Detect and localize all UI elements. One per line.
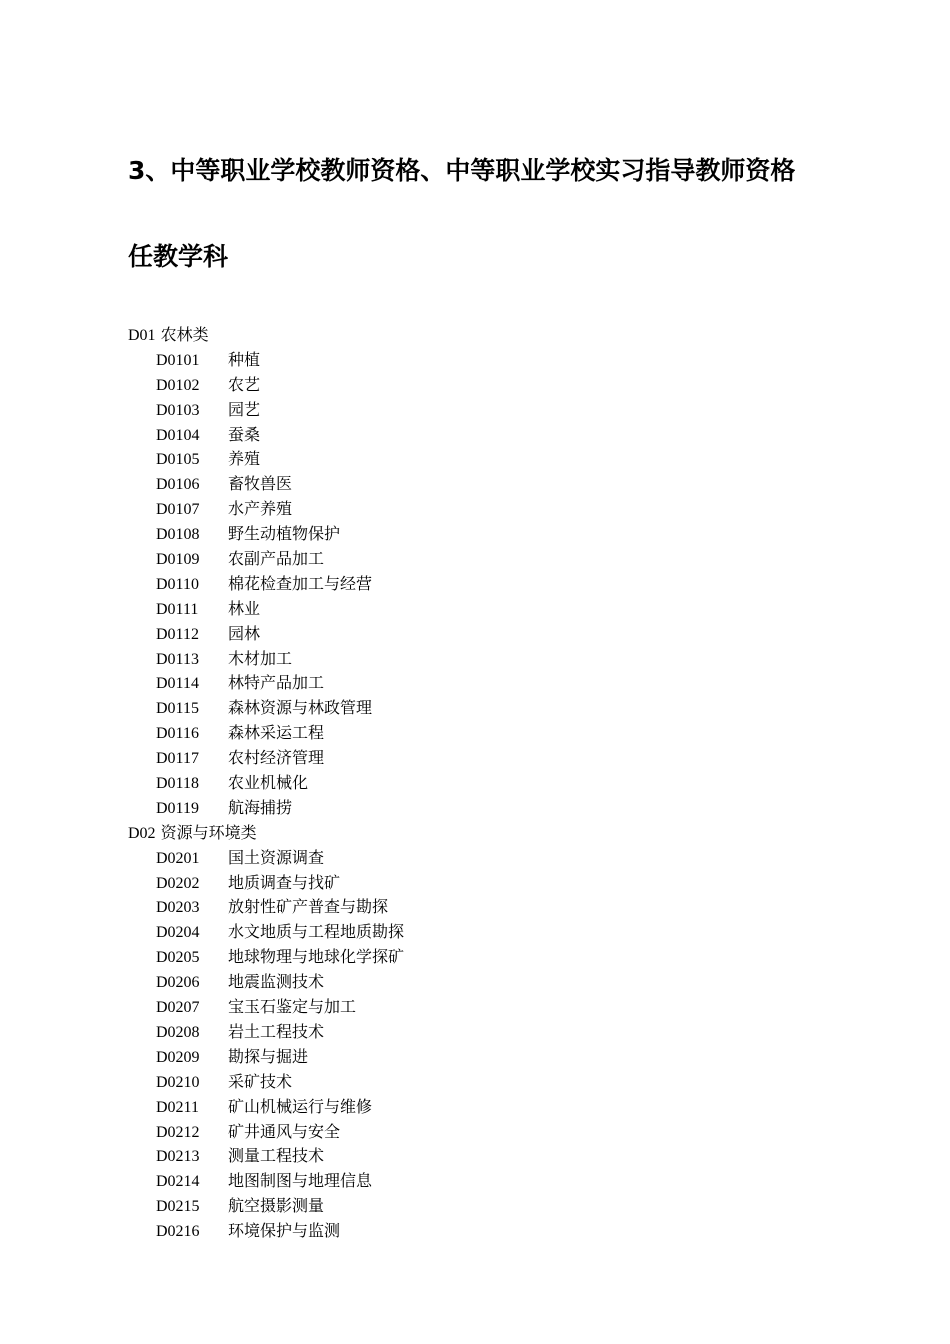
subject-code: D0109 <box>156 551 200 569</box>
subject-code: D0111 <box>156 600 199 618</box>
subject-name: 勘探与掘进 <box>228 1046 309 1066</box>
section-heading-continued: 任教学科 <box>128 242 229 271</box>
subject-code: D0103 <box>156 401 200 419</box>
subject-row <box>128 970 404 995</box>
subject-code: D0211 <box>156 1098 199 1116</box>
subject-code: D0119 <box>156 799 199 817</box>
subject-code: D0114 <box>156 675 199 693</box>
subject-row <box>128 348 404 373</box>
subject-name: 宝玉石鉴定与加工 <box>228 997 357 1017</box>
subject-code: D0202 <box>156 874 200 892</box>
subject-row <box>128 1045 404 1070</box>
subject-code: D0213 <box>156 1148 200 1166</box>
subject-code: D0214 <box>156 1173 200 1191</box>
subject-row <box>128 373 404 398</box>
subject-name: 采矿技术 <box>228 1071 293 1091</box>
subject-code: D0116 <box>156 725 199 743</box>
subject-code: D0117 <box>156 750 199 768</box>
subject-name: 农村经济管理 <box>228 748 325 768</box>
subject-row <box>128 945 404 970</box>
subject-code: D0207 <box>156 999 200 1017</box>
subject-code: D0212 <box>156 1123 200 1141</box>
subject-row <box>128 472 404 497</box>
subject-name: 野生动植物保护 <box>228 524 341 544</box>
subject-name: 国土资源调查 <box>228 847 325 867</box>
subject-row <box>128 1070 404 1095</box>
subject-name: 地震监测技术 <box>228 972 325 992</box>
subject-row <box>128 920 404 945</box>
subject-code: D0201 <box>156 849 200 867</box>
subject-row <box>128 423 404 448</box>
subject-code: D0215 <box>156 1198 200 1216</box>
subject-code: D0206 <box>156 974 200 992</box>
subject-row <box>128 398 404 423</box>
subject-code: D0108 <box>156 526 200 544</box>
subject-row <box>128 597 404 622</box>
subject-row <box>128 647 404 672</box>
subject-row <box>128 1020 404 1045</box>
subject-row <box>128 1144 404 1169</box>
category-code: D02 <box>128 824 156 842</box>
subject-row <box>128 1120 404 1145</box>
subject-row <box>128 1194 404 1219</box>
subject-row <box>128 547 404 572</box>
subject-name: 园艺 <box>228 399 261 419</box>
subject-row <box>128 622 404 647</box>
subject-name: 环境保护与监测 <box>228 1221 341 1241</box>
subject-name: 农艺 <box>228 374 261 394</box>
subject-name: 木材加工 <box>228 648 293 668</box>
subject-code: D0113 <box>156 650 199 668</box>
category-code: D01 <box>128 327 156 344</box>
subject-code: D0102 <box>156 376 200 394</box>
subject-row <box>128 696 404 721</box>
subject-row <box>128 1219 404 1244</box>
subject-row <box>128 671 404 696</box>
subject-name: 畜牧兽医 <box>228 474 293 494</box>
category-name: 资源与环境类 <box>160 822 257 842</box>
subject-name: 种植 <box>228 349 261 369</box>
subject-code: D0209 <box>156 1048 200 1066</box>
subject-name: 园林 <box>228 623 261 643</box>
subject-name: 农副产品加工 <box>228 549 325 569</box>
subject-row <box>128 572 404 597</box>
category-row <box>128 821 404 846</box>
subject-row <box>128 771 404 796</box>
subject-row <box>128 895 404 920</box>
subject-name: 矿山机械运行与维修 <box>228 1096 373 1116</box>
subject-code: D0101 <box>156 351 200 369</box>
subject-row <box>128 522 404 547</box>
section-heading: 3、中等职业学校教师资格、中等职业学校实习指导教师资格 <box>128 156 796 185</box>
subject-code: D0115 <box>156 700 199 718</box>
subject-code: D0105 <box>156 451 200 469</box>
subject-row <box>128 871 404 896</box>
subject-row <box>128 746 404 771</box>
subject-code: D0216 <box>156 1223 200 1241</box>
subject-row <box>128 721 404 746</box>
subject-code: D0118 <box>156 775 199 793</box>
subject-code: D0106 <box>156 476 200 494</box>
subject-name: 农业机械化 <box>228 773 309 793</box>
subject-name: 航空摄影测量 <box>228 1196 325 1216</box>
subject-code: D0210 <box>156 1073 200 1091</box>
subject-code: D0204 <box>156 924 200 942</box>
category-name: 农林类 <box>160 325 209 344</box>
subject-row <box>128 447 404 472</box>
subject-list <box>128 323 404 1244</box>
subject-code: D0203 <box>156 899 200 917</box>
subject-name: 森林采运工程 <box>228 723 325 743</box>
subject-row <box>128 796 404 821</box>
subject-name: 测量工程技术 <box>228 1146 325 1166</box>
subject-name: 水文地质与工程地质勘探 <box>228 922 405 942</box>
subject-row <box>128 497 404 522</box>
subject-code: D0208 <box>156 1023 200 1041</box>
subject-name: 森林资源与林政管理 <box>228 698 373 718</box>
subject-row <box>128 1169 404 1194</box>
subject-name: 岩土工程技术 <box>228 1021 325 1041</box>
subject-code: D0104 <box>156 426 200 444</box>
subject-name: 航海捕捞 <box>228 797 293 817</box>
subject-code: D0110 <box>156 575 199 593</box>
subject-row <box>128 1095 404 1120</box>
category-row <box>128 323 404 348</box>
subject-name: 林特产品加工 <box>228 673 325 693</box>
subject-code: D0205 <box>156 949 200 967</box>
subject-name: 蚕桑 <box>228 424 261 444</box>
subject-code: D0112 <box>156 625 199 643</box>
subject-name: 地图制图与地理信息 <box>228 1171 373 1191</box>
subject-name: 养殖 <box>228 449 261 469</box>
subject-code: D0107 <box>156 501 200 519</box>
subject-name: 地质调查与找矿 <box>228 872 341 892</box>
subject-name: 水产养殖 <box>228 499 293 519</box>
subject-name: 矿井通风与安全 <box>228 1121 341 1141</box>
subject-name: 地球物理与地球化学探矿 <box>228 947 405 967</box>
subject-row <box>128 846 404 871</box>
subject-name: 林业 <box>228 598 261 618</box>
subject-name: 棉花检查加工与经营 <box>228 573 373 593</box>
subject-name: 放射性矿产普查与勘探 <box>228 897 389 917</box>
subject-row <box>128 995 404 1020</box>
